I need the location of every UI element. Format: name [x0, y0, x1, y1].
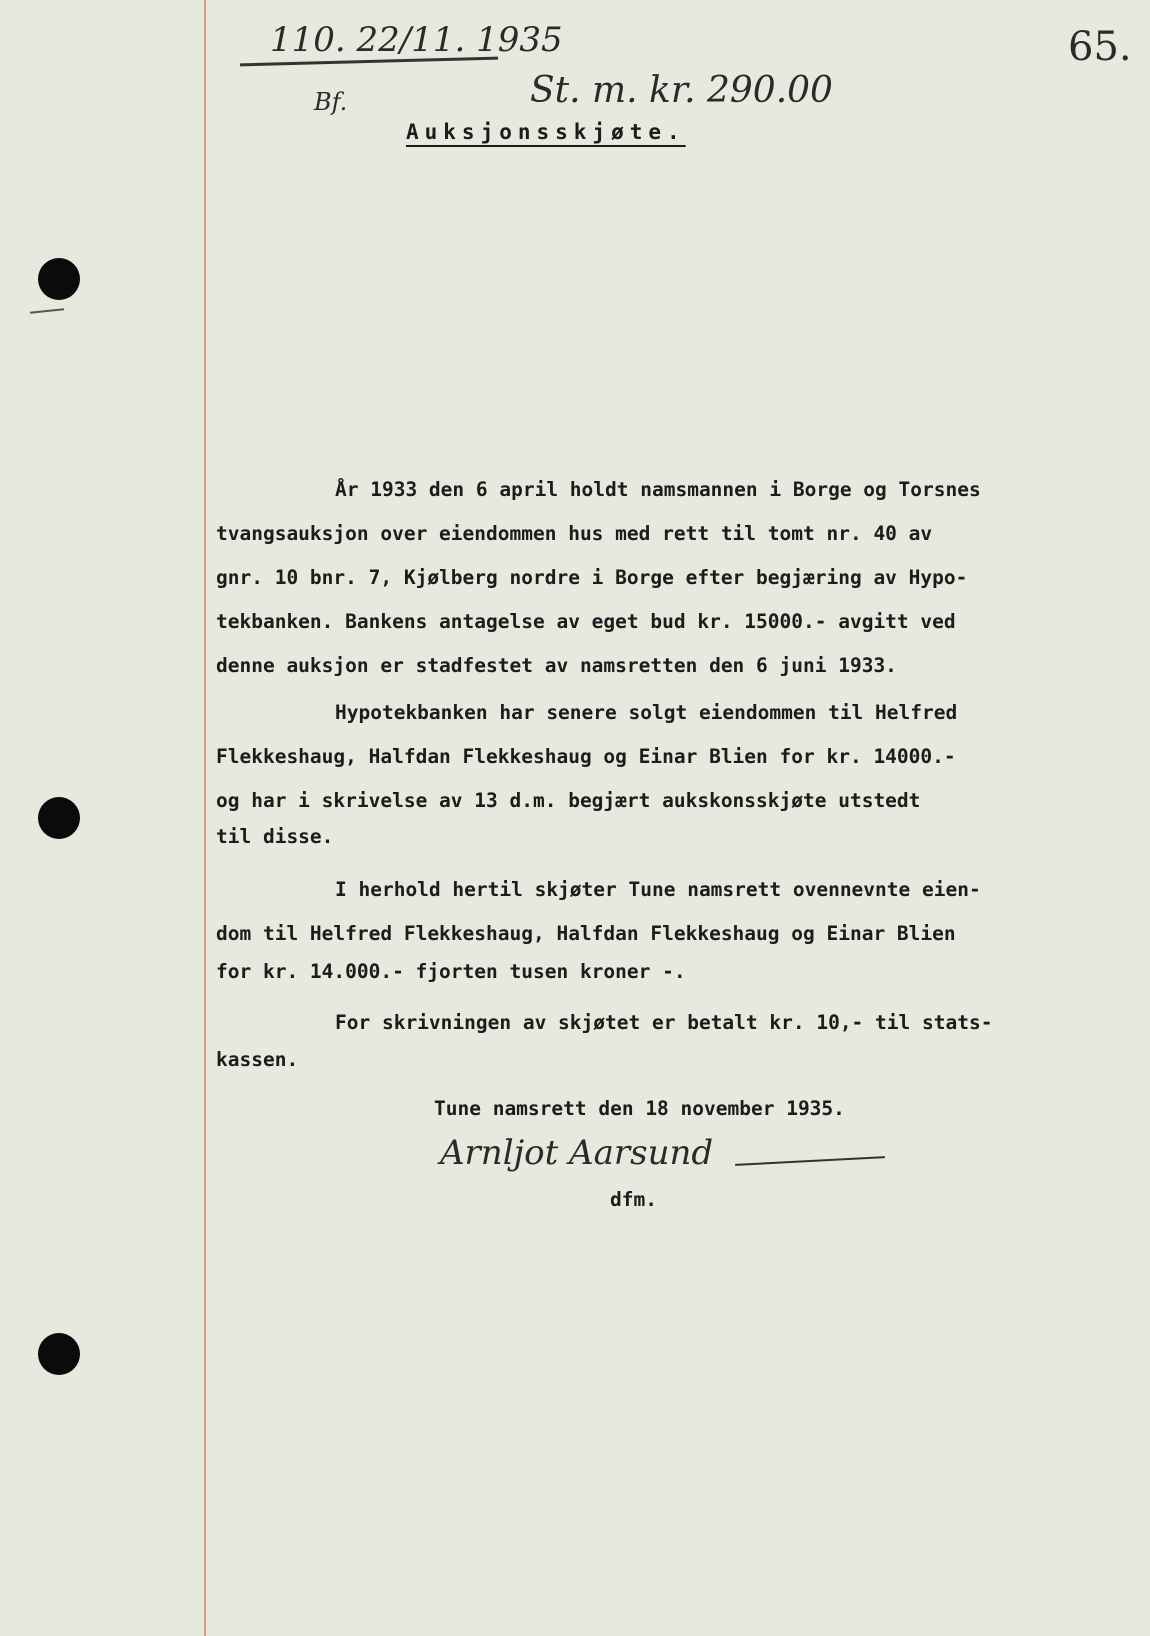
body-line: Hypotekbanken har senere solgt eiendommen til Helfred	[335, 701, 958, 724]
pencil-mark	[30, 308, 64, 314]
document-title: Auksjonsskjøte.	[406, 120, 686, 144]
handwritten-date: 110. 22/11. 1935	[270, 20, 563, 60]
body-line: for kr. 14.000.- fjorten tusen kroner -.	[216, 960, 686, 983]
body-line: For skrivningen av skjøtet er betalt kr. 10,- til stats-	[335, 1011, 993, 1034]
body-line: tvangsauksjon over eiendommen hus med rett til tomt nr. 40 av	[216, 522, 933, 545]
closing-line: Tune namsrett den 18 november 1935.	[434, 1097, 845, 1120]
body-line: og har i skrivelse av 13 d.m. begjært aukskonsskjøte utstedt	[216, 789, 921, 812]
body-line: til disse.	[216, 825, 334, 848]
body-line: kassen.	[216, 1048, 299, 1071]
body-line: denne auksjon er stadfestet av namsretten den 6 juni 1933.	[216, 654, 897, 677]
margin-line	[204, 0, 206, 1636]
body-line: dom til Helfred Flekkeshaug, Halfdan Flekkeshaug og Einar Blien	[216, 922, 956, 945]
signature-flourish	[735, 1156, 885, 1166]
body-line: gnr. 10 bnr. 7, Kjølberg nordre i Borge efter begjæring av Hypo-	[216, 566, 968, 589]
punch-hole-icon	[38, 1333, 80, 1375]
punch-hole-icon	[38, 258, 80, 300]
signature: Arnljot Aarsund	[440, 1133, 714, 1173]
body-line: I herhold hertil skjøter Tune namsrett ovennevnte eien-	[335, 878, 981, 901]
body-line: tekbanken. Bankens antagelse av eget bud kr. 15000.- avgitt ved	[216, 610, 956, 633]
body-line: År 1933 den 6 april holdt namsmannen i Borge og Torsnes	[335, 478, 981, 501]
fee-note: St. m. kr. 290.00	[530, 70, 833, 111]
signer-title: dfm.	[610, 1188, 657, 1211]
handwritten-initials: Bf.	[314, 88, 348, 116]
body-line: Flekkeshaug, Halfdan Flekkeshaug og Einar Blien for kr. 14000.-	[216, 745, 956, 768]
punch-hole-icon	[38, 797, 80, 839]
page-number: 65.	[1068, 24, 1132, 70]
